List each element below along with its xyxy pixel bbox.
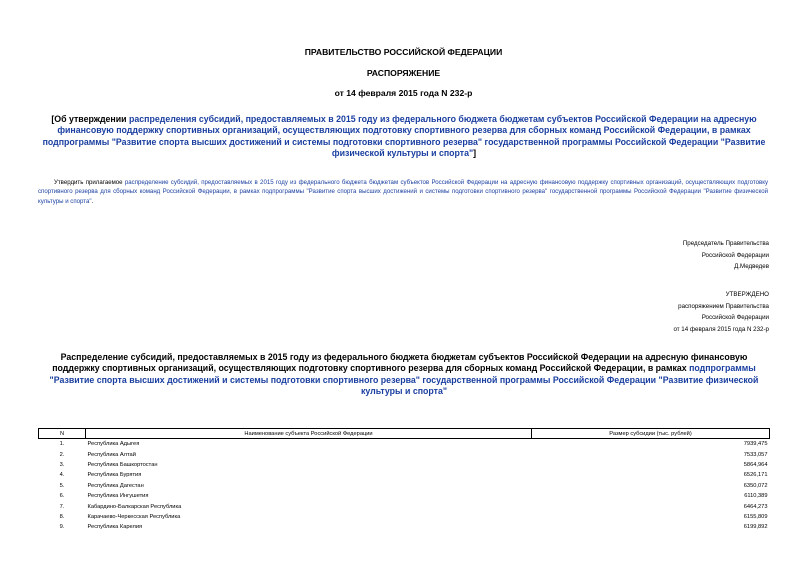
- row-subsidy: 6464,273: [743, 503, 768, 510]
- row-number: 8.: [59, 513, 65, 520]
- approval-block: [673, 289, 769, 335]
- table-row: [39, 491, 770, 501]
- row-number: 3.: [59, 461, 65, 468]
- row-number: 7.: [59, 503, 65, 510]
- intro-link[interactable]: распределение субсидий, предоставляемых в 2015 году из федерального бюджета бюджетам субъектов Российской Федерации на адресную финансовую поддержку спортивных организаций, осуществляющих подготовку спортивного резерва для сборных команд Российской Федерации, в рамках подпрограммы "Развитие спорта высших достижений и системы подготовки спортивного резерва" государственной программы Российской Федерации "Развитие физической культуры и спорта": [38, 179, 768, 205]
- row-number: 2.: [59, 451, 65, 458]
- intro-tail: .: [91, 197, 94, 205]
- title-open-bracket: [: [51, 114, 55, 124]
- table-row: [39, 501, 770, 511]
- approval-line-3: Российской Федерации: [701, 314, 769, 322]
- row-subject: Республика Башкортостан: [87, 461, 158, 468]
- row-subsidy: 6526,171: [743, 472, 768, 479]
- title-link[interactable]: распределения субсидий, предоставляемых в 2015 году из федерального бюджета бюджетам субъектов Российской Федерации на адресную финансовую поддержку спортивных организаций, осуществляющих подготовку спортивного резерва для сборных команд Российской Федерации, в рамках подпрограммы "Развитие спорта высших достижений и системы подготовки спортивного резерва" государственной программы Российской Федерации "Развитие физической культуры и спорта": [42, 114, 766, 159]
- row-subsidy: 6350,072: [743, 482, 768, 489]
- row-subsidy: 6155,809: [743, 513, 768, 520]
- approval-line-4: от 14 февраля 2015 года N 232-р: [673, 325, 769, 333]
- row-number: 5.: [59, 482, 65, 489]
- table-row: [39, 481, 770, 491]
- signature-name: Д.Медведев: [734, 263, 769, 271]
- row-number: 9.: [59, 524, 65, 531]
- table-row: [39, 460, 770, 470]
- row-subject: Республика Дагестан: [87, 482, 144, 489]
- table-header-row: [39, 429, 770, 439]
- title-lead: Об утверждении: [54, 114, 130, 124]
- distribution-title: [38, 352, 770, 398]
- row-subject: Карачаево-Черкесская Республика: [87, 513, 181, 520]
- title-close-bracket: ]: [473, 148, 477, 159]
- row-subject: Республика Алтай: [87, 451, 136, 458]
- distribution-title-link[interactable]: подпрограммы "Развитие спорта высших достижений и системы подготовки спортивного резерва" государственной программы Российской Федерации "Развитие физической культуры и спорта": [49, 363, 759, 397]
- subsidy-table: [38, 428, 770, 533]
- table-row: [39, 522, 770, 532]
- row-subject: Республика Бурятия: [87, 472, 142, 479]
- row-number: 4.: [59, 472, 65, 479]
- row-subject: Кабардино-Балкарская Республика: [87, 503, 182, 510]
- document-title: [38, 114, 770, 160]
- column-header-subsidy: Размер субсидии (тыс. рублей): [532, 429, 770, 439]
- table-row: [39, 470, 770, 480]
- row-subsidy: 7939,475: [743, 441, 768, 448]
- intro-paragraph: [38, 178, 768, 206]
- row-subject: Республика Ингушетия: [87, 493, 149, 500]
- government-heading: ПРАВИТЕЛЬСТВО РОССИЙСКОЙ ФЕДЕРАЦИИ: [304, 47, 503, 57]
- signature-line-1: Председатель Правительства: [682, 240, 769, 247]
- row-number: 6.: [59, 493, 65, 500]
- table-row: [39, 449, 770, 459]
- table-row: [39, 512, 770, 522]
- column-header-number: N: [39, 429, 86, 439]
- row-number: 1.: [59, 441, 65, 448]
- row-subject: Республика Адыгея: [87, 441, 140, 448]
- document-type-heading: РАСПОРЯЖЕНИЕ: [366, 68, 441, 78]
- row-subsidy: 7533,057: [743, 451, 768, 458]
- table-row: [39, 439, 770, 450]
- distribution-title-text: Распределение субсидий, предоставляемых в 2015 году из федерального бюджета бюджетам субъектов Российской Федерации на адресную финансовую поддержку спортивных организаций, осуществляющих подготовку спортивного резерва для сборных команд Российской Федерации, в рамках: [52, 352, 748, 374]
- signature-block: [683, 238, 769, 273]
- approval-line-2: распоряжением Правительства: [678, 302, 769, 310]
- row-subsidy: 5864,964: [743, 461, 768, 468]
- column-header-subject: Наименование субъекта Российской Федерации: [86, 429, 532, 439]
- row-subsidy: 6110,389: [744, 493, 768, 500]
- intro-lead: Утвердить прилагаемое: [54, 179, 125, 186]
- row-subject: Республика Карелия: [87, 524, 143, 531]
- signature-line-2: Российской Федерации: [701, 251, 769, 259]
- approval-line-1: УТВЕРЖДЕНО: [725, 291, 769, 298]
- document-date-number: от 14 февраля 2015 года N 232-р: [334, 88, 473, 98]
- row-subsidy: 6199,892: [743, 524, 768, 531]
